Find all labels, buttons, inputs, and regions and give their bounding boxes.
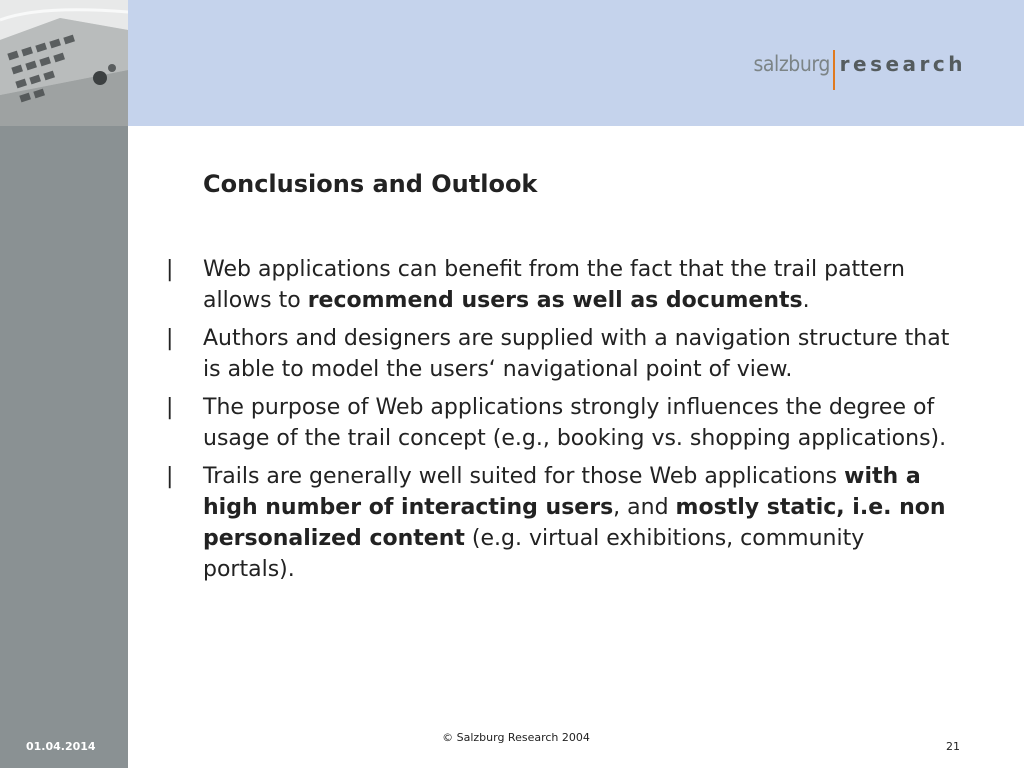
bullet-marker: | [166,464,174,489]
bullet-text-segment: (e.g. virtual exhibitions, community portals). [203,526,865,582]
bullet-item [160,392,960,454]
slide-title: Conclusions and Outlook [203,170,538,198]
footer-copyright: © Salzburg Research 2004 [442,731,590,744]
bullet-list [160,254,960,592]
page-number: 21 [946,740,960,753]
bullet-text-segment: Web applications can benefit from the fact that the trail pattern allows to [203,257,905,313]
bullet-item [160,461,960,585]
header-decorative-image [0,0,128,126]
bullet-marker: | [166,257,174,282]
keyboard-photo-graphic [0,0,128,126]
bullet-emphasis: recommend users as well as documents [307,288,803,313]
bullet-text [203,461,960,585]
footer-date: 01.04.2014 [26,740,96,753]
bullet-text [203,254,960,316]
bullet-text [203,323,960,385]
left-sidebar-strip [0,126,128,768]
bullet-text-segment: Trails are generally well suited for those Web applications [203,464,845,489]
bullet-text-segment: . [802,288,810,313]
bullet-emphasis: mostly static, i.e. non personalized content [203,495,946,551]
bullet-marker: | [166,326,174,351]
logo-divider [833,50,835,90]
bullet-item [160,254,960,316]
bullet-marker: | [166,395,174,420]
bullet-emphasis: with a high number of interacting users [203,464,921,520]
header-band [128,0,1024,126]
bullet-text-segment: , and [613,495,676,520]
bullet-text-segment: The purpose of Web applications strongly influences the degree of usage of the trail concept (e.g., booking vs. shopping applications). [203,395,947,451]
logo-text-salzburg: salzburg [753,52,830,76]
bullet-item [160,323,960,385]
bullet-text-segment: Authors and designers are supplied with a navigation structure that is able to model the users‘ navigational point of view. [203,326,950,382]
salzburg-research-logo [745,50,966,90]
bullet-text [203,392,960,454]
logo-text-research: research [839,52,966,76]
